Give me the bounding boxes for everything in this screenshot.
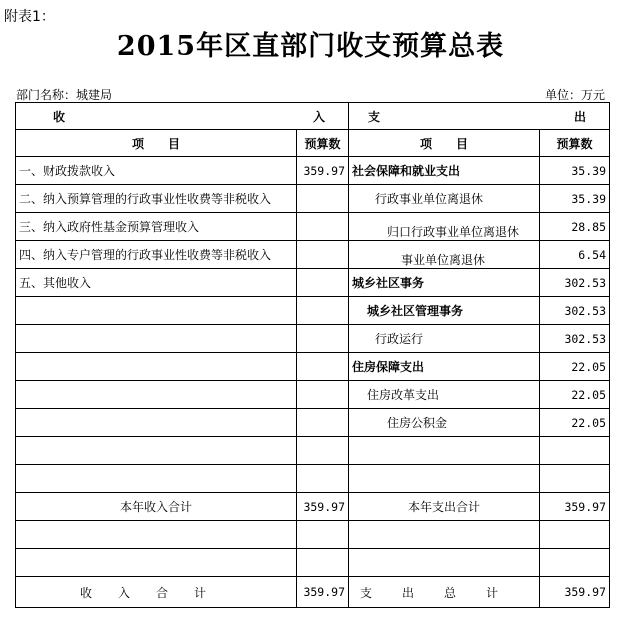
- income-item: 本年收入合计: [16, 493, 297, 521]
- income-item: [16, 381, 297, 409]
- grand-total-row: [16, 577, 610, 608]
- unit-label: 单位：万元: [544, 88, 605, 102]
- expense-amount: [540, 437, 610, 465]
- expense-item: 社会保障和就业支出: [349, 157, 540, 185]
- income-grand-total-amount: 359.97: [297, 577, 349, 608]
- income-item-header: 项 目: [16, 130, 297, 157]
- expense-budget-header: 预算数: [540, 130, 610, 157]
- expense-item: 住房公积金: [349, 409, 540, 437]
- expense-amount: 22.05: [540, 381, 610, 409]
- income-amount: [297, 353, 349, 381]
- income-grand-total-label: 收入合计: [16, 577, 297, 608]
- annex-label: 附表1：: [4, 9, 55, 25]
- income-amount: [297, 269, 349, 297]
- income-amount: [297, 325, 349, 353]
- expense-item: 行政运行: [349, 325, 540, 353]
- income-amount: [297, 185, 349, 213]
- expense-item: [349, 521, 540, 549]
- table-row: [16, 157, 610, 185]
- income-amount: [297, 241, 349, 269]
- income-item: [16, 465, 297, 493]
- table-row: [16, 465, 610, 493]
- income-item: [16, 297, 297, 325]
- income-item: 一、财政拨款收入: [16, 157, 297, 185]
- table-row: [16, 297, 610, 325]
- page-title: 2015年区直部门收支预算总表: [116, 31, 505, 62]
- income-item: [16, 325, 297, 353]
- expense-amount: 35.39: [540, 157, 610, 185]
- expense-amount: 302.53: [540, 325, 610, 353]
- income-item: 二、纳入预算管理的行政事业性收费等非税收入: [16, 185, 297, 213]
- income-amount: 359.97: [297, 493, 349, 521]
- expense-amount: 35.39: [540, 185, 610, 213]
- expense-item: 事业单位离退休: [349, 241, 540, 269]
- expense-item: [349, 437, 540, 465]
- table-row: [16, 437, 610, 465]
- expense-header-suffix: 出: [573, 109, 586, 124]
- expense-grand-total-amount: 359.97: [540, 577, 610, 608]
- income-section-header: [16, 103, 349, 130]
- expense-item: 城乡社区管理事务: [349, 297, 540, 325]
- section-header-row: [16, 103, 610, 130]
- expense-item: 归口行政事业单位离退休: [349, 213, 540, 241]
- income-item: 五、其他收入: [16, 269, 297, 297]
- table-row: [16, 241, 610, 269]
- income-amount: [297, 297, 349, 325]
- expense-item: 本年支出合计: [349, 493, 540, 521]
- income-amount: [297, 213, 349, 241]
- table-row: [16, 213, 610, 241]
- column-header-row: [16, 130, 610, 157]
- expense-item: [349, 465, 540, 493]
- income-item: [16, 353, 297, 381]
- income-header-label: 收: [53, 109, 66, 124]
- income-item: [16, 409, 297, 437]
- income-header-suffix: 入: [312, 109, 325, 124]
- table-row: [16, 353, 610, 381]
- table-row: [16, 549, 610, 577]
- income-item: [16, 437, 297, 465]
- department-name: 部门名称：城建局: [16, 88, 113, 102]
- table-row: [16, 521, 610, 549]
- expense-amount: 302.53: [540, 297, 610, 325]
- income-amount: [297, 437, 349, 465]
- expense-amount: [540, 549, 610, 577]
- expense-amount: 6.54: [540, 241, 610, 269]
- table-row: [16, 185, 610, 213]
- table-row: [16, 409, 610, 437]
- expense-item-header: 项 目: [349, 130, 540, 157]
- income-amount: [297, 409, 349, 437]
- table-row: [16, 493, 610, 521]
- table-row: [16, 325, 610, 353]
- expense-amount: [540, 521, 610, 549]
- expense-item: 住房保障支出: [349, 353, 540, 381]
- table-row: [16, 269, 610, 297]
- expense-grand-total-label: 支出总计: [349, 577, 540, 608]
- expense-amount: 302.53: [540, 269, 610, 297]
- income-amount: [297, 465, 349, 493]
- income-item: 四、纳入专户管理的行政事业性收费等非税收入: [16, 241, 297, 269]
- expense-item: [349, 549, 540, 577]
- income-item: [16, 521, 297, 549]
- expense-amount: 28.85: [540, 213, 610, 241]
- expense-section-header: [349, 103, 610, 130]
- income-amount: 359.97: [297, 157, 349, 185]
- income-budget-header: 预算数: [297, 130, 349, 157]
- income-amount: [297, 549, 349, 577]
- expense-amount: 22.05: [540, 353, 610, 381]
- expense-amount: 359.97: [540, 493, 610, 521]
- expense-amount: 22.05: [540, 409, 610, 437]
- income-item: 三、纳入政府性基金预算管理收入: [16, 213, 297, 241]
- expense-amount: [540, 465, 610, 493]
- budget-table: [15, 102, 610, 608]
- expense-item: 城乡社区事务: [349, 269, 540, 297]
- expense-header-label: 支: [368, 109, 381, 124]
- expense-item: 行政事业单位离退休: [349, 185, 540, 213]
- table-row: [16, 381, 610, 409]
- expense-item: 住房改革支出: [349, 381, 540, 409]
- income-amount: [297, 381, 349, 409]
- income-item: [16, 549, 297, 577]
- income-amount: [297, 521, 349, 549]
